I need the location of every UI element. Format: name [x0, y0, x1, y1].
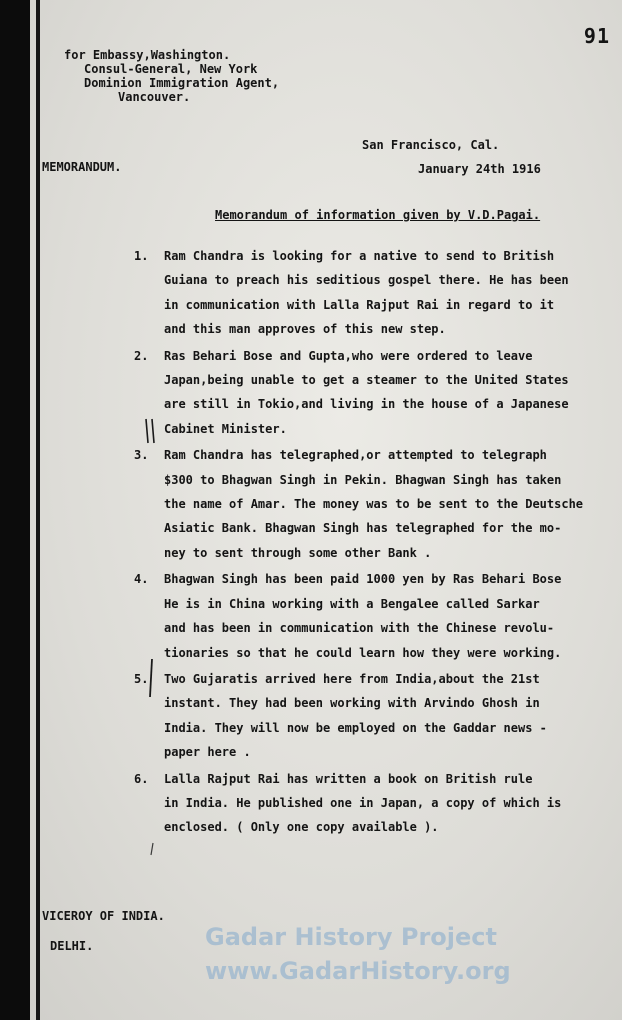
recipient-line: Vancouver.: [118, 90, 191, 104]
recipient-line: Dominion Immigration Agent,: [84, 76, 280, 90]
margin-pencil-mark: [147, 658, 155, 698]
item-line: $300 to Bhagwan Singh in Pekin. Bhagwan Singh has taken: [164, 472, 562, 487]
item-line: in communication with Lalla Rajput Rai in regard to it: [164, 297, 555, 312]
item-line: Japan,being unable to get a steamer to the United States: [164, 373, 569, 388]
item-line: instant. They had been working with Arvindo Ghosh in: [164, 696, 540, 711]
memo-items: [134, 244, 620, 842]
scan-dark-edge: [0, 0, 30, 1020]
item-line: the name of Amar. The money was to be sent to the Deutsche: [164, 497, 584, 512]
item-line: Ras Behari Bose and Gupta,who were ordered to leave: [164, 348, 533, 363]
item-line: India. They will now be employed on the Gaddar news -: [164, 720, 547, 735]
item-line: tionaries so that he could learn how they were working.: [164, 645, 562, 660]
recipient-line: Consul-General, New York: [84, 62, 258, 76]
distribution-notes: [42, 901, 165, 961]
recipient-list: [64, 48, 279, 104]
item-line: Asiatic Bank. Bhagwan Singh has telegraphed for the mo-: [164, 521, 562, 536]
margin-pencil-mark: [149, 842, 155, 856]
place: San Francisco, Cal.: [362, 138, 500, 152]
item-line: and this man approves of this new step.: [164, 322, 446, 337]
item-number: 5.: [134, 671, 149, 686]
item-line: Cabinet Minister.: [164, 421, 287, 436]
date: January 24th 1916: [418, 162, 541, 176]
item-line: and has been in communication with the Chinese revolu-: [164, 621, 555, 636]
item-line: paper here .: [164, 745, 251, 760]
item-line: He is in China working with a Bengalee called Sarkar: [164, 596, 540, 611]
item-number: 4.: [134, 572, 149, 587]
recipient-line: for Embassy,Washington.: [64, 48, 231, 62]
margin-rule: [36, 0, 40, 1020]
memo-label: MEMORANDUM.: [42, 160, 122, 174]
watermark: [205, 920, 585, 988]
item-line: in India. He published one in Japan, a copy of which is: [164, 795, 562, 810]
memo-title: Memorandum of information given by V.D.Pagai.: [215, 208, 541, 222]
memo-item: [134, 344, 620, 442]
memo-item: [134, 767, 620, 840]
item-line: Ram Chandra has telegraphed,or attempted to telegraph: [164, 448, 547, 463]
item-line: Two Gujaratis arrived here from India,about the 21st: [164, 671, 540, 686]
memo-item: [134, 667, 620, 765]
memo-item: [134, 244, 620, 342]
memo-item: [134, 567, 620, 665]
item-number: 6.: [134, 771, 149, 786]
distribution-line: VICEROY OF INDIA.: [42, 909, 165, 923]
item-line: are still in Tokio,and living in the house of a Japanese: [164, 397, 569, 412]
item-number: 1.: [134, 249, 149, 263]
distribution-line: DELHI.: [50, 939, 94, 953]
item-line: enclosed. ( Only one copy available ).: [164, 820, 439, 835]
place-date-block: [362, 133, 541, 181]
item-number: 3.: [134, 448, 149, 463]
item-line: ney to sent through some other Bank .: [164, 545, 432, 560]
item-line: Guiana to preach his seditious gospel there. He has been: [164, 273, 569, 288]
memo-item: [134, 443, 620, 565]
watermark-title: Gadar History Project: [205, 923, 497, 951]
item-line: Lalla Rajput Rai has written a book on British rule: [164, 771, 533, 786]
item-line: Bhagwan Singh has been paid 1000 yen by Ras Behari Bose: [164, 572, 562, 587]
watermark-url: www.GadarHistory.org: [205, 957, 511, 985]
margin-pencil-mark: [143, 418, 157, 444]
item-line: Ram Chandra is looking for a native to send to British: [164, 249, 555, 263]
page-number: 91: [583, 24, 610, 48]
item-number: 2.: [134, 348, 149, 363]
